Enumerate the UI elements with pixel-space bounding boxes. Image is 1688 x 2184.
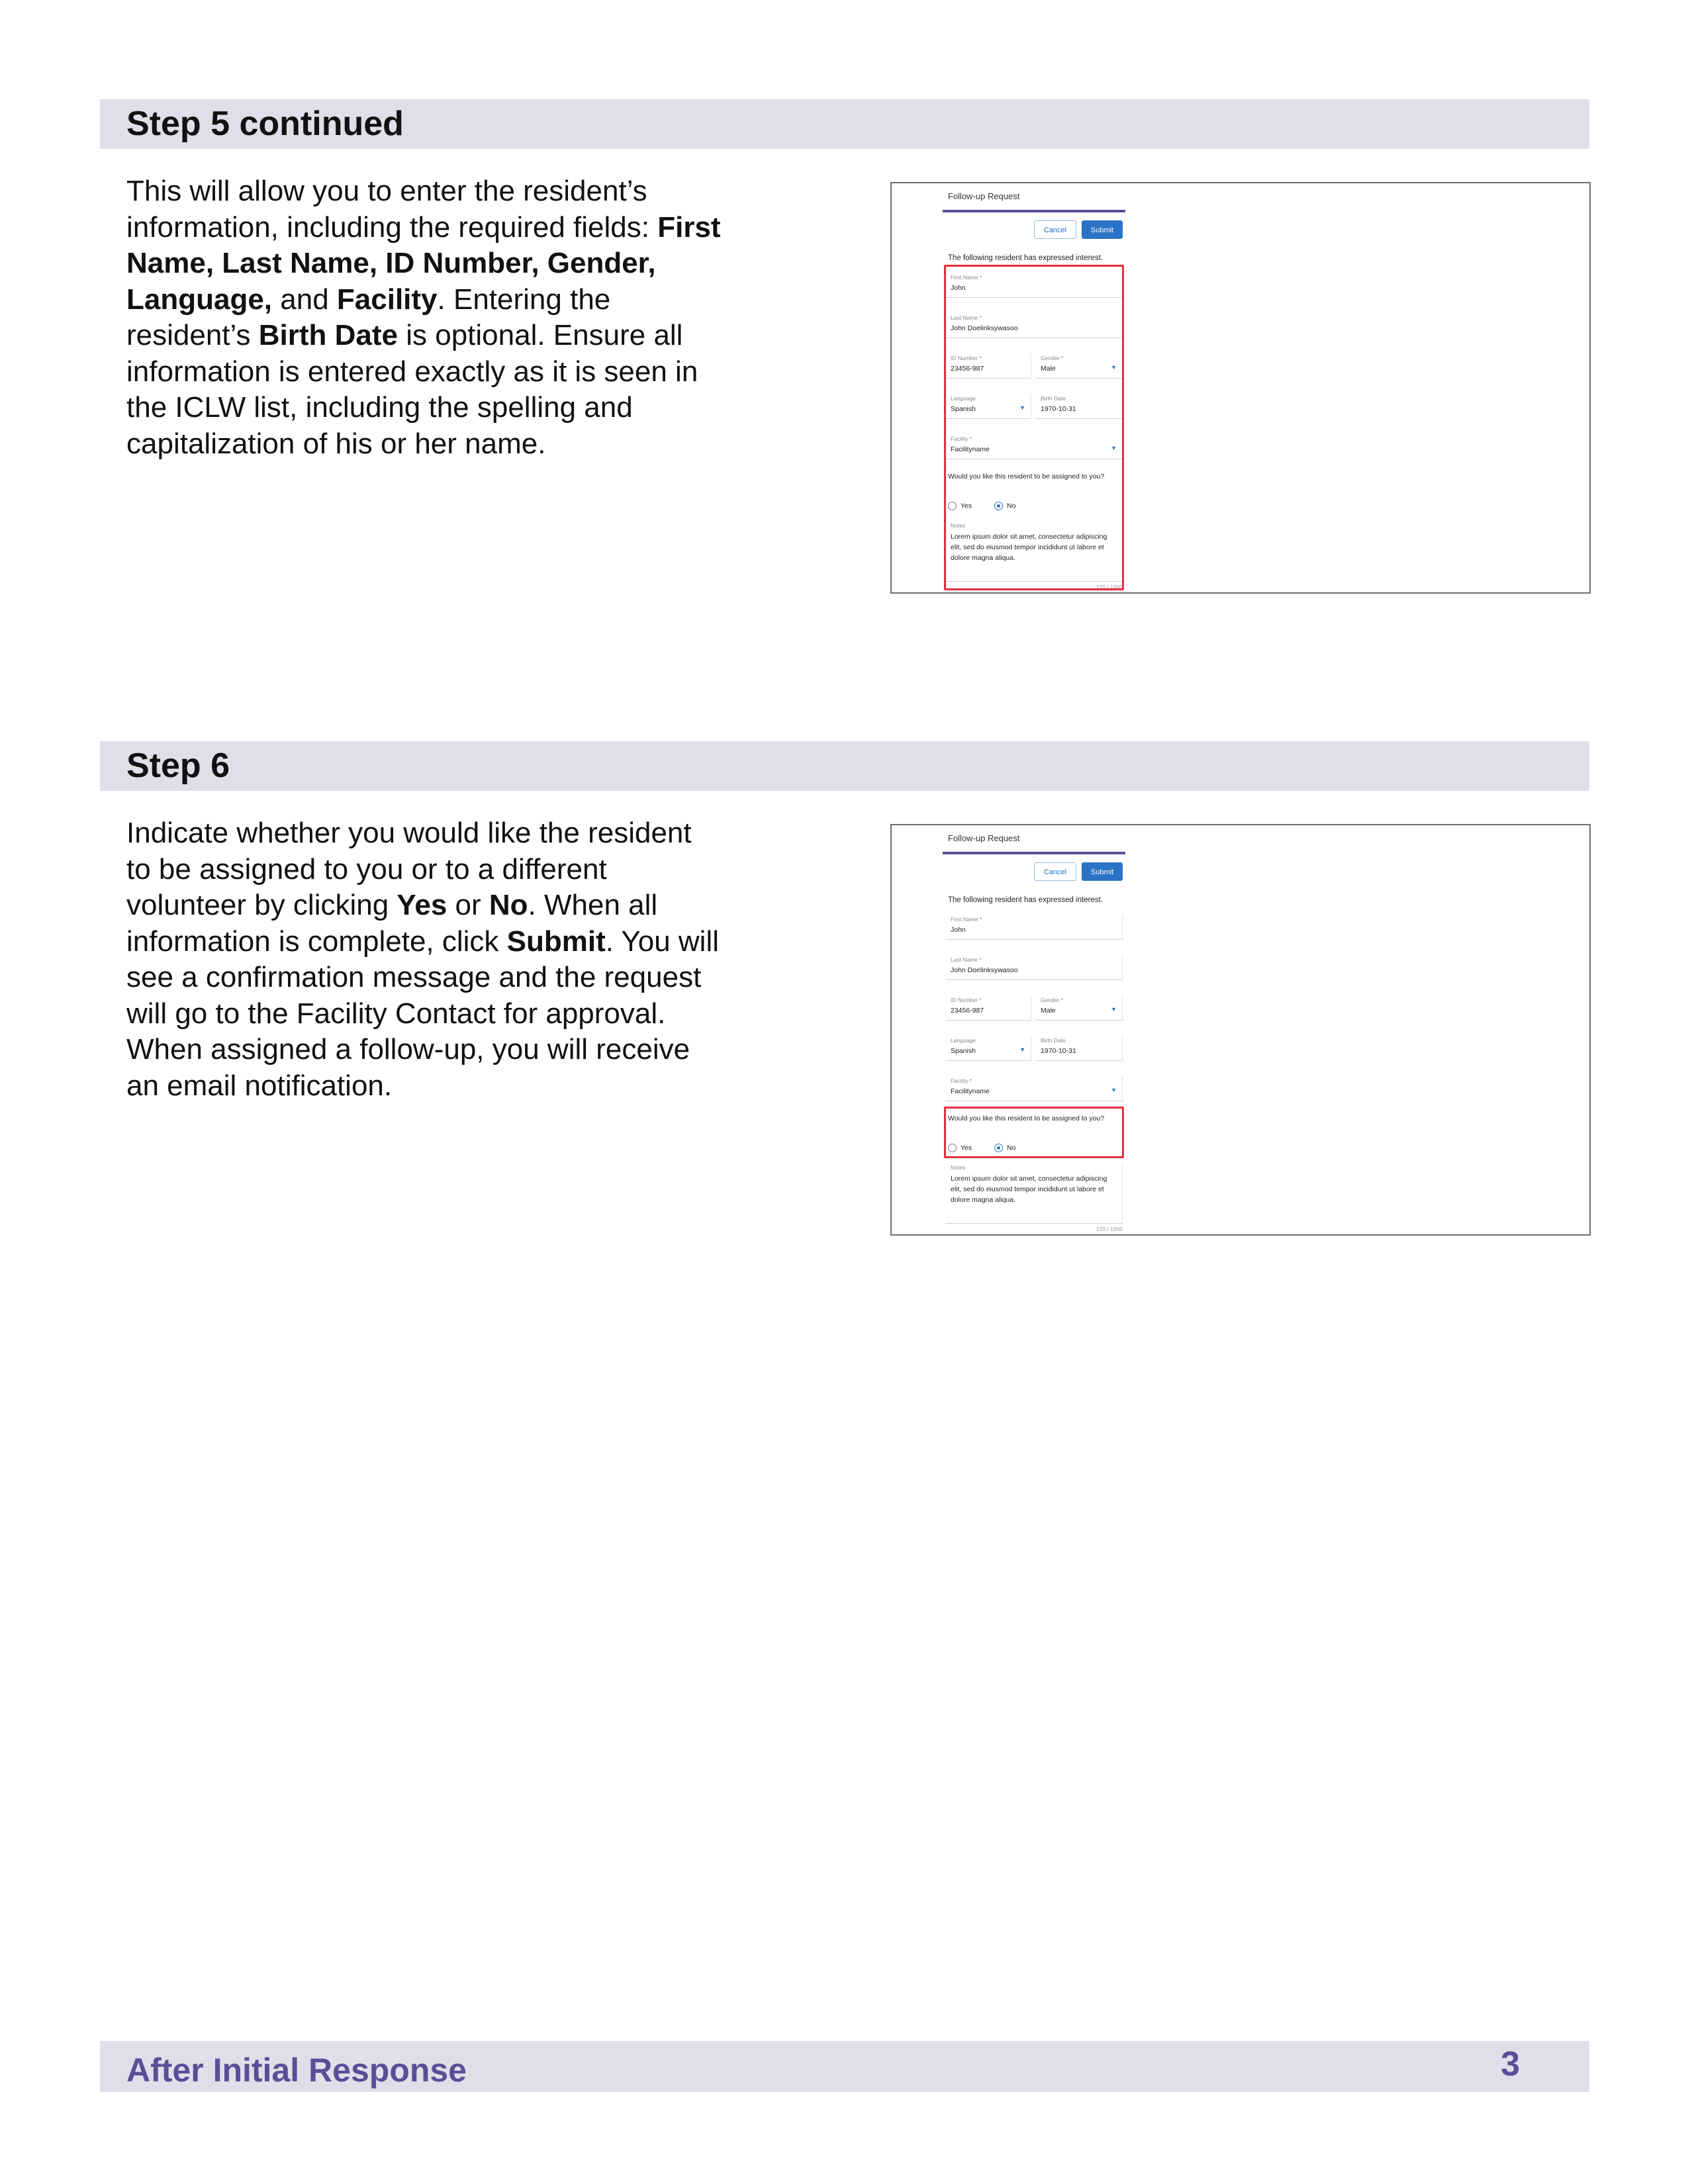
- id-number-field[interactable]: [945, 995, 1031, 1021]
- screenshot-follow-up-form-step6: [890, 824, 1591, 1236]
- last-name-field[interactable]: [945, 955, 1123, 980]
- caret-down-icon: ▼: [1111, 1087, 1117, 1093]
- field-value: 23456-987: [951, 1007, 984, 1015]
- field-label: Language: [951, 1037, 976, 1044]
- field-label: Language: [951, 395, 976, 402]
- section-header-step5: [100, 99, 1589, 149]
- field-value: John Doelinksywasoo: [951, 324, 1018, 332]
- field-value: John: [951, 284, 966, 292]
- caret-down-icon: ▼: [1019, 404, 1025, 411]
- field-label: Gender *: [1041, 997, 1064, 1003]
- field-label: ID Number *: [951, 997, 982, 1003]
- notes-textarea[interactable]: [945, 1163, 1123, 1224]
- step6-heading: Step 6: [126, 747, 230, 785]
- form-title: Follow-up Request: [948, 191, 1020, 201]
- bold-required-fields: First Name, Last Name, ID Number, Gender, Language,: [126, 210, 721, 316]
- text: . You will see a confirmation message and the request will go to the Facility Contact for approval. When assigned a follow-up, you will receive an email notification.: [126, 925, 719, 1102]
- radio-label: Yes: [961, 1144, 972, 1152]
- caret-down-icon: ▼: [1111, 445, 1117, 451]
- assign-question: Would you like this resident to be assigned to you?: [948, 473, 1105, 480]
- facility-select[interactable]: [945, 1076, 1123, 1101]
- field-label: Birth Date: [1041, 395, 1066, 402]
- field-value: Male: [1041, 365, 1056, 373]
- field-label: ID Number *: [951, 355, 982, 361]
- submit-button[interactable]: Submit: [1082, 862, 1123, 881]
- highlight-box: [944, 1107, 1124, 1158]
- section-header-step6: [100, 741, 1589, 791]
- field-label: Last Name *: [951, 956, 982, 963]
- form-intro-text: The following resident has expressed interest.: [948, 254, 1103, 262]
- field-value: Facilityname: [951, 1087, 990, 1095]
- field-value: Facilityname: [951, 445, 990, 453]
- language-select[interactable]: [945, 1036, 1031, 1061]
- caret-down-icon: ▼: [1019, 1046, 1025, 1053]
- cancel-button[interactable]: Cancel: [1034, 220, 1076, 239]
- field-value: 1970-10-31: [1041, 405, 1076, 413]
- footer-title: After Initial Response: [126, 2052, 467, 2089]
- text: is optional. Ensure all information is entered exactly as it is seen in the ICLW list, including the spelling and capitalization of his or her name.: [126, 319, 698, 460]
- follow-up-request-form: [941, 825, 1128, 1236]
- field-label: Notes: [951, 1164, 966, 1171]
- radio-label: Yes: [961, 502, 972, 510]
- field-value: John: [951, 926, 966, 934]
- step5-paragraph: [126, 173, 722, 462]
- field-value: John Doelinksywasoo: [951, 966, 1018, 974]
- field-value: 23456-987: [951, 365, 984, 373]
- bold-submit: Submit: [506, 925, 606, 958]
- field-label: First Name *: [951, 916, 982, 923]
- field-value: Male: [1041, 1007, 1056, 1015]
- notes-value: Lorem ipsum dolor sit amet, consectetur adipiscing elit, sed do eiusmod tempor incididunt ut labore et dolore magna aliqua.: [951, 1175, 1107, 1204]
- first-name-field[interactable]: [945, 915, 1123, 940]
- cancel-button[interactable]: Cancel: [1034, 862, 1076, 881]
- bold-no: No: [489, 889, 528, 921]
- caret-down-icon: ▼: [1111, 1006, 1117, 1013]
- form-title: Follow-up Request: [948, 833, 1020, 843]
- field-value: Spanish: [951, 405, 976, 413]
- title-underline: [943, 852, 1125, 854]
- radio-label: No: [1007, 502, 1016, 510]
- bold-yes: Yes: [397, 889, 447, 921]
- field-label: Gender *: [1041, 355, 1064, 361]
- form-intro-text: The following resident has expressed interest.: [948, 896, 1103, 904]
- page-footer: [100, 2041, 1589, 2092]
- text: This will allow you to enter the resident’s information, including the required fields:: [126, 175, 658, 244]
- bold-birth-date: Birth Date: [258, 319, 398, 351]
- field-label: Notes: [951, 522, 966, 529]
- character-counter: 120 / 1000: [1096, 584, 1123, 590]
- field-label: Birth Date: [1041, 1037, 1066, 1044]
- bold-facility: Facility: [336, 283, 438, 316]
- radio-label: No: [1007, 1144, 1016, 1152]
- field-label: Facility *: [951, 435, 972, 442]
- field-label: Last Name *: [951, 314, 982, 321]
- field-label: Facility *: [951, 1077, 972, 1084]
- gender-select[interactable]: [1035, 995, 1123, 1021]
- title-underline: [943, 210, 1125, 212]
- text: and: [272, 283, 337, 316]
- character-counter: 120 / 1000: [1096, 1226, 1123, 1232]
- caret-down-icon: ▼: [1111, 364, 1117, 371]
- text: Indicate whether you would like the resident to be assigned to you or to a different volunteer by clicking: [126, 817, 692, 921]
- text: . When all information is complete, click: [126, 889, 658, 958]
- field-value: Spanish: [951, 1047, 976, 1055]
- text: . Entering the resident’s: [126, 283, 611, 351]
- page-number: 3: [1501, 2045, 1520, 2083]
- field-label: First Name *: [951, 274, 982, 281]
- submit-button[interactable]: Submit: [1082, 220, 1123, 239]
- step5-heading: Step 5 continued: [126, 105, 404, 143]
- step6-paragraph: [126, 815, 722, 1104]
- highlight-box: [944, 265, 1124, 590]
- screenshot-follow-up-form-step5: [890, 182, 1591, 594]
- text: or: [447, 889, 489, 921]
- birth-date-field[interactable]: [1035, 1036, 1123, 1061]
- field-value: 1970-10-31: [1041, 1047, 1076, 1055]
- assign-question: Would you like this resident to be assigned to you?: [948, 1115, 1105, 1122]
- notes-value: Lorem ipsum dolor sit amet, consectetur adipiscing elit, sed do eiusmod tempor incididunt ut labore et dolore magna aliqua.: [951, 533, 1107, 562]
